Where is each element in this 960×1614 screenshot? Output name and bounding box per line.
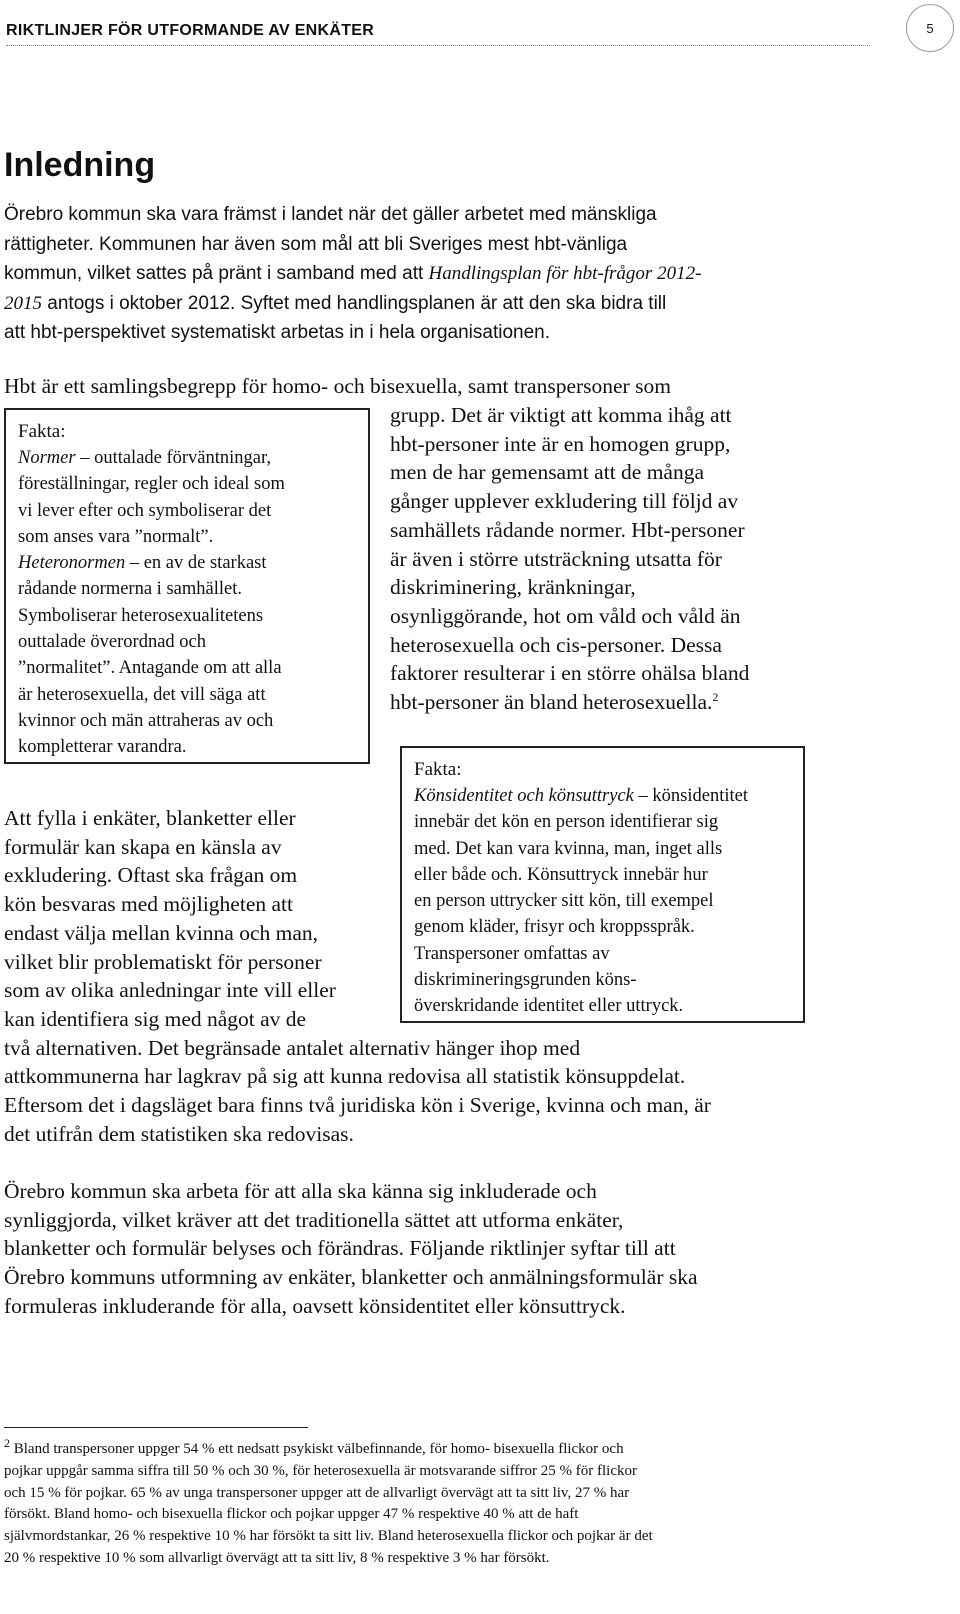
fact-line: diskrimineringsgrunden köns-	[414, 970, 637, 991]
term-konsidentitet: Könsidentitet och könsuttryck	[414, 786, 634, 806]
fact-line: vi lever efter och symboliserar det	[18, 500, 272, 521]
survey-line: exkludering. Oftast ska frågan om	[4, 863, 298, 888]
footnote-line: Bland transpersoner uppger 54 % ett nedsatt psykiskt välbefinnande, för homo- bisexuella flickor och	[10, 1441, 624, 1457]
closing-line: blanketter och formulär belyses och förändras. Följande riktlinjer syftar till att	[4, 1236, 676, 1261]
plan-title-year: 2015	[4, 292, 42, 314]
fact-line: Symboliserar heterosexualitetens	[18, 605, 264, 626]
fact-line: Heteronormen – en av de starkast	[18, 553, 267, 574]
survey-line: kön besvaras med möjligheten att	[4, 892, 293, 917]
fact-line: rådande normerna i samhället.	[18, 579, 242, 600]
footnote-reference[interactable]: 2	[712, 689, 719, 704]
fact-line: kvinnor och män attraheras av och	[18, 710, 274, 731]
survey-line: som av olika anledningar inte vill eller	[4, 978, 336, 1003]
closing-line: Örebro kommuns utformning av enkäter, blanketter och anmälningsformulär ska	[4, 1265, 698, 1290]
hbt-line: Hbt är ett samlingsbegrepp för homo- och bisexuella, samt transpersoner som	[4, 374, 671, 398]
plan-title: Handlingsplan för hbt-frågor 2012-	[428, 263, 702, 284]
hbt-line: faktorer resulterar i en större ohälsa bland	[390, 661, 750, 686]
survey-line: formulär kan skapa en känsla av	[4, 834, 282, 859]
fact-line: eller både och. Könsuttryck innebär hur	[414, 864, 708, 885]
running-header: RIKTLINJER FÖR UTFORMANDE AV ENKÄTER	[6, 22, 375, 39]
survey-line: kan identifiera sig med något av de	[4, 1006, 307, 1031]
footnote-marker: 2	[4, 1436, 10, 1450]
hbt-line: osynliggörande, hot om våld och våld än	[390, 603, 741, 628]
fact-line: med. Det kan vara kvinna, man, inget alls	[414, 838, 723, 859]
closing-line: Örebro kommun ska arbeta för att alla ska känna sig inkluderade och	[4, 1179, 597, 1203]
footnote-line: försökt. Bland homo- och bisexuella flickor och pojkar uppger 47 % respektive 40 % att de haft	[4, 1506, 579, 1523]
fact-line: ”normalitet”. Antagande om att alla	[18, 658, 282, 679]
closing-paragraph	[4, 1177, 698, 1321]
fact-line: överskridande identitet eller uttryck.	[414, 996, 684, 1017]
closing-line: synliggjorda, vilket kräver att det traditionella sättet att utforma enkäter,	[4, 1207, 624, 1232]
survey-line: två alternativen. Det begränsade antalet alternativ hänger ihop med	[4, 1035, 581, 1060]
intro-line: Örebro kommun ska vara främst i landet när det gäller arbetet med mänskliga	[4, 204, 657, 225]
survey-line: Att fylla i enkäter, blanketter eller	[4, 806, 296, 830]
fact-line: Könsidentitet och könsuttryck – könsidentitet	[414, 786, 748, 806]
survey-line: endast välja mellan kvinna och man,	[4, 920, 319, 945]
hbt-line: är även i större utsträckning utsatta för	[390, 546, 722, 571]
fact-line: en person uttrycker sitt kön, till exempel	[414, 891, 714, 912]
footnote-line: 20 % respektive 10 % som allvarligt övervägt att ta sitt liv, 8 % respektive 3 % har försökt.	[4, 1549, 550, 1566]
intro-line: 2015 antogs i oktober 2012. Syftet med handlingsplanen är att den ska bidra till	[4, 292, 667, 314]
fact-line: föreställningar, regler och ideal som	[18, 474, 285, 495]
fact-line: Transpersoner omfattas av	[414, 943, 610, 964]
hbt-line: grupp. Det är viktigt att komma ihåg att	[390, 403, 732, 427]
fact-box-title: Fakta:	[18, 421, 66, 442]
fact-line: genom kläder, frisyr och kroppsspråk.	[414, 917, 695, 938]
hbt-line: diskriminering, kränkningar,	[390, 575, 636, 600]
intro-paragraph	[4, 200, 701, 348]
survey-line: det utifrån dem statistiken ska redovisas.	[4, 1121, 354, 1146]
footnote-divider	[4, 1427, 308, 1428]
closing-line: formuleras inkluderande för alla, oavsett könsidentitet eller könsuttryck.	[4, 1293, 626, 1318]
footnote-line: och 15 % för pojkar. 65 % av unga transpersoner uppger att de allvarligt övervägt att ta sitt liv, 27 % har	[4, 1484, 630, 1501]
page-title: Inledning	[4, 146, 156, 184]
term-heteronormen: Heteronormen	[18, 553, 126, 574]
header-divider	[6, 45, 870, 46]
fact-line: är heterosexuella, det vill säga att	[18, 684, 266, 705]
hbt-paragraph	[390, 401, 749, 717]
fact-line: Normer – outtalade förväntningar,	[18, 448, 272, 468]
footnote	[4, 1436, 653, 1570]
hbt-line: men de har gemensamt att de många	[390, 460, 705, 485]
hbt-line: samhällets rådande normer. Hbt-personer	[390, 517, 745, 542]
fact-line: som anses vara ”normalt”.	[18, 526, 214, 547]
intro-line: rättigheter. Kommunen har även som mål att bli Sveriges mest hbt-vänliga	[4, 233, 628, 255]
hbt-line: hbt-personer inte är en homogen grupp,	[390, 431, 731, 456]
fact-line: kompletterar varandra.	[18, 737, 187, 758]
footnote-line: självmordstankar, 26 % respektive 10 % har försökt ta sitt liv. Bland heterosexuella flickor och pojkar är det	[4, 1528, 653, 1545]
fact-line: innebär det kön en person identifierar sig	[414, 812, 719, 833]
survey-line: vilket blir problematiskt för personer	[4, 949, 322, 974]
hbt-line: hbt-personer än bland heterosexuella.$^2$	[390, 689, 719, 715]
hbt-line: gånger upplever exkludering till följd av	[390, 489, 739, 514]
intro-line: att hbt-perspektivet systematiskt arbetas in i hela organisationen.	[4, 322, 551, 343]
survey-line: attkommunerna har lagkrav på sig att kunna redovisa all statistik könsuppdelat.	[4, 1064, 686, 1089]
survey-line: Eftersom det i dagsläget bara finns två juridiska kön i Sverige, kvinna och man, är	[4, 1093, 711, 1118]
term-normer: Normer	[18, 448, 76, 468]
fact-line: outtalade överordnad och	[18, 632, 207, 653]
footnote-line: pojkar uppgår samma siffra till 50 % och 30 %, för heterosexuella är motsvarande siffror 25 % för flickor	[4, 1462, 637, 1479]
hbt-paragraph-first-line	[4, 372, 671, 401]
fact-box-norms	[4, 408, 370, 764]
fact-box-title: Fakta:	[414, 759, 462, 780]
hbt-line: heterosexuella och cis-personer. Dessa	[390, 632, 722, 657]
page-number: 5	[906, 4, 954, 52]
intro-line: kommun, vilket sattes på pränt i samband med att Handlingsplan för hbt-frågor 2012-	[4, 263, 702, 284]
survey-paragraph	[4, 804, 711, 1148]
